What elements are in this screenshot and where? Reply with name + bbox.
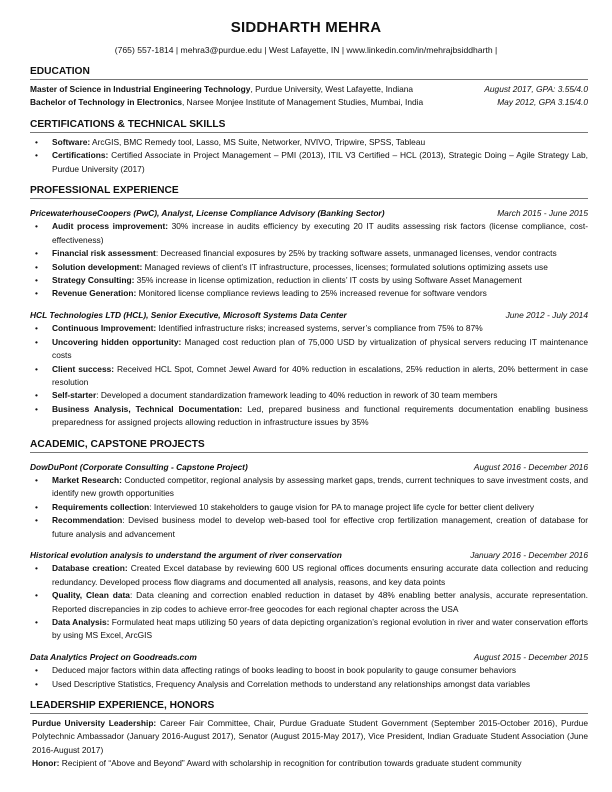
bullet-icon: •: [35, 617, 38, 627]
experience-entry: [30, 207, 588, 301]
bullet-icon: •: [35, 678, 38, 689]
bullet-text: 35% increase in license optimization, reduction in clients’ IT costs by using Software Asset Management: [134, 275, 522, 286]
education-date: August 2017, GPA: 3.55/4.0: [484, 84, 588, 94]
bullet-label: Client success:: [52, 363, 115, 374]
bullet-text: Led, prepared business and functional requirements documentation enabling business preparedness for assigned projects allowing reduction in infrastructure issues by 35%: [52, 403, 588, 428]
bullet-text: Used Descriptive Statistics, Frequency Analysis and Correlation methods to understand any relationships amongst data variables: [52, 678, 531, 689]
bullet-icon: •: [35, 150, 38, 161]
leadership-text: Recipient of “Above and Beyond” Award with scholarship in recognition for contribution towards graduate student community: [59, 758, 522, 769]
bullet-item: [30, 322, 588, 335]
bullet-list: [30, 474, 588, 541]
bullet-item: [30, 501, 588, 514]
bullet-label: Database creation:: [52, 563, 128, 574]
bullet-icon: •: [35, 221, 38, 232]
bullet-text: : Interviewed 10 stakeholders to gauge vision for PA to manage project life cycle for better client delivery: [149, 501, 535, 512]
leadership-text: Career Fair Committee, Chair, Purdue Graduate Student Government (September 2015-October 2016), Purdue Polytechnic Ambassador (January 2016-August 2017), Senator (August 2015-May 2017), Vice President, Indian Graduate Student Association (June 2016-August 2017): [32, 718, 588, 755]
entry-title: PricewaterhouseCoopers (PwC), Analyst, License Compliance Advisory (Banking Sector): [30, 208, 385, 219]
bullet-item: [30, 474, 588, 501]
bullet-item: [30, 247, 588, 260]
bullet-item: [30, 136, 588, 149]
bullet-item: [30, 514, 588, 541]
bullet-label: Continuous Improvement:: [52, 323, 157, 334]
section-heading: PROFESSIONAL EXPERIENCE: [30, 185, 588, 199]
school: , Narsee Monjee Institute of Management Studies, Mumbai, India: [182, 97, 424, 108]
bullet-icon: •: [35, 323, 38, 334]
bullet-label: Self-starter: [52, 390, 97, 401]
bullet-item: [30, 261, 588, 274]
bullet-label: Software:: [52, 136, 91, 147]
entry-title: DowDuPont (Corporate Consulting - Capstone Project): [30, 461, 248, 472]
entry-header: [30, 309, 588, 322]
bullet-text: Managed reviews of client’s IT infrastructure, processes, licenses; formulated solutions optimizing assets use: [142, 261, 548, 272]
education-degree-line: [30, 83, 413, 96]
entry-date: March 2015 - June 2015: [497, 208, 588, 219]
bullet-icon: •: [35, 261, 38, 272]
bullet-icon: •: [35, 515, 38, 526]
school: , Purdue University, West Lafayette, Indiana: [250, 84, 414, 94]
bullet-item: [30, 562, 588, 589]
leadership-label: Honor:: [32, 758, 60, 769]
bullet-icon: •: [35, 590, 38, 601]
section-heading: EDUCATION: [30, 66, 588, 80]
bullet-label: Certifications:: [52, 150, 109, 161]
bullet-text: ArcGIS, BMC Remedy tool, Lasso, MS Suite, Networker, NVIVO, Tripwire, SPSS, Tableau: [90, 136, 426, 147]
bullet-label: Audit process improvement:: [52, 221, 169, 232]
bullet-label: Requirements collection: [52, 501, 150, 512]
bullet-item: [30, 678, 588, 691]
bullet-list: [30, 664, 588, 691]
projects-entry: [30, 651, 588, 691]
entry-header: [30, 461, 588, 474]
bullet-text: Created Excel database by reviewing 600 US regional offices documents ensuring accurate data collection and reducing redundancy. Developed process flow diagrams and documented all analysis, reasons, and key data points: [52, 563, 588, 587]
degree: Bachelor of Technology in Electronics: [30, 97, 183, 108]
projects-entry: [30, 549, 588, 643]
bullet-text: : Decreased financial exposures by 25% by tracking software assets, unmanaged licenses, vendor contracts: [155, 248, 557, 259]
bullet-item: [30, 274, 588, 287]
bullet-item: [30, 616, 588, 643]
projects-entry: [30, 461, 588, 541]
bullet-icon: •: [35, 275, 38, 286]
bullet-label: Quality, Clean data: [52, 590, 130, 601]
bullet-label: Financial risk assessment: [52, 248, 156, 259]
bullet-item: [30, 363, 588, 390]
education-degree-line: [30, 96, 423, 109]
entry-title: HCL Technologies LTD (HCL), Senior Executive, Microsoft Systems Data Center: [30, 309, 347, 320]
entry-title: Historical evolution analysis to understand the argument of river conservation: [30, 549, 342, 560]
bullet-text: Formulated heat maps utilizing 50 years of data depicting organization’s regional evolution in river and water conservation efforts by using MS Excel, ArcGIS: [52, 617, 588, 641]
bullet-label: Strategy Consulting:: [52, 275, 135, 286]
bullet-label: Solution development:: [52, 261, 143, 272]
education-item: [30, 83, 588, 96]
section-heading: ACADEMIC, CAPSTONE PROJECTS: [30, 439, 588, 453]
bullet-label: Data Analysis:: [52, 617, 110, 627]
bullet-list: [30, 136, 588, 176]
bullet-icon: •: [35, 288, 38, 299]
bullet-item: [30, 389, 588, 402]
resume-body: [30, 66, 588, 771]
bullet-text: Conducted competitor, regional analysis by assessing market gaps, trends, current techniques to save investment costs, and identify new growth opportunities: [52, 474, 589, 499]
bullet-icon: •: [35, 248, 38, 259]
entry-header: [30, 651, 588, 664]
bullet-icon: •: [35, 563, 38, 574]
bullet-text: Managed cost reduction plan of 75,000 USD by virtualization of physical servers reducing IT maintenance costs: [52, 336, 588, 361]
bullet-item: [30, 336, 588, 363]
entry-header: [30, 207, 588, 220]
degree: Master of Science in Industrial Engineering Technology: [30, 84, 251, 94]
entry-date: June 2012 - July 2014: [505, 309, 588, 320]
bullet-text: Received HCL Spot, Comnet Jewel Award for 40% reduction in escalations, 25% reduction in alerts, 20% betterment in case resolution: [52, 363, 588, 387]
education-date: May 2012, GPA 3.15/4.0: [497, 97, 588, 108]
bullet-label: Business Analysis, Technical Documentation:: [52, 403, 243, 414]
bullet-icon: •: [35, 501, 38, 512]
entry-date: August 2016 - December 2016: [473, 461, 588, 472]
bullet-icon: •: [35, 363, 38, 374]
leadership-paragraph: [30, 717, 588, 757]
entry-header: [30, 549, 588, 562]
bullet-text: Deduced major factors within data affecting ratings of books leading to boost in book popularity to gauge consumer behaviors: [52, 665, 517, 676]
education-item: [30, 96, 588, 109]
bullet-icon: •: [35, 403, 38, 414]
bullet-icon: •: [35, 665, 38, 676]
bullet-icon: •: [35, 390, 38, 401]
experience-entry: [30, 309, 588, 430]
section-heading: CERTIFICATIONS & TECHNICAL SKILLS: [30, 119, 588, 133]
bullet-text: 30% increase in audits efficiency by executing 20 IT audits assessing risk factors (license compliance, cost-effectiveness): [52, 221, 588, 245]
bullet-text: Monitored license compliance reviews leading to 25% increased revenue for software vendors: [136, 288, 487, 299]
bullet-list: [30, 220, 588, 300]
bullet-icon: •: [35, 474, 38, 485]
bullet-item: [30, 589, 588, 616]
bullet-text: Certified Associate in Project Management – PMI (2013), ITIL V3 Certified – HCL (2013), Strategic Doing – Agile Strategy Lab, Purdue University (2017): [52, 150, 588, 174]
bullet-label: Market Research:: [52, 474, 122, 485]
bullet-label: Revenue Generation:: [52, 288, 137, 299]
bullet-item: [30, 403, 588, 430]
bullet-text: : Developed a document standardization framework leading to 40% reduction in rework of 30 team members: [96, 390, 498, 401]
bullet-text: : Data cleaning and correction enabled reduction in dataset by 48% enabling better analysis, accurate representation. Reported discrepancies in zip codes to achieve error-free geocodes for each regional chapter across the USA: [52, 590, 588, 614]
leadership-label: Purdue University Leadership:: [32, 718, 157, 729]
bullet-list: [30, 322, 588, 429]
bullet-item: [30, 287, 588, 300]
bullet-text: Identified infrastructure risks; increased systems, server’s compliance from 75% to 87%: [156, 323, 483, 334]
candidate-name: SIDDHARTH MEHRA: [230, 19, 382, 36]
bullet-text: : Devised business model to develop web-based tool for effective crop fertilization management, creation of database for future analysis and advancement: [52, 515, 588, 539]
contact-line: (765) 557-1814 | mehra3@purdue.edu | West Lafayette, IN | www.linkedin.com/in/mehrajbsiddharth |: [114, 45, 498, 55]
section-heading: LEADERSHIP EXPERIENCE, HONORS: [30, 700, 588, 714]
bullet-item: [30, 220, 588, 247]
leadership-paragraph: [30, 757, 588, 770]
entry-date: August 2015 - December 2015: [473, 651, 588, 662]
bullet-label: Uncovering hidden opportunity:: [52, 336, 182, 347]
bullet-icon: •: [35, 336, 38, 347]
bullet-item: [30, 664, 588, 677]
bullet-item: [30, 149, 588, 176]
bullet-list: [30, 562, 588, 642]
entry-title: Data Analytics Project on Goodreads.com: [30, 651, 197, 662]
bullet-icon: •: [35, 136, 38, 147]
entry-date: January 2016 - December 2016: [470, 549, 588, 560]
bullet-label: Recommendation: [52, 515, 123, 526]
